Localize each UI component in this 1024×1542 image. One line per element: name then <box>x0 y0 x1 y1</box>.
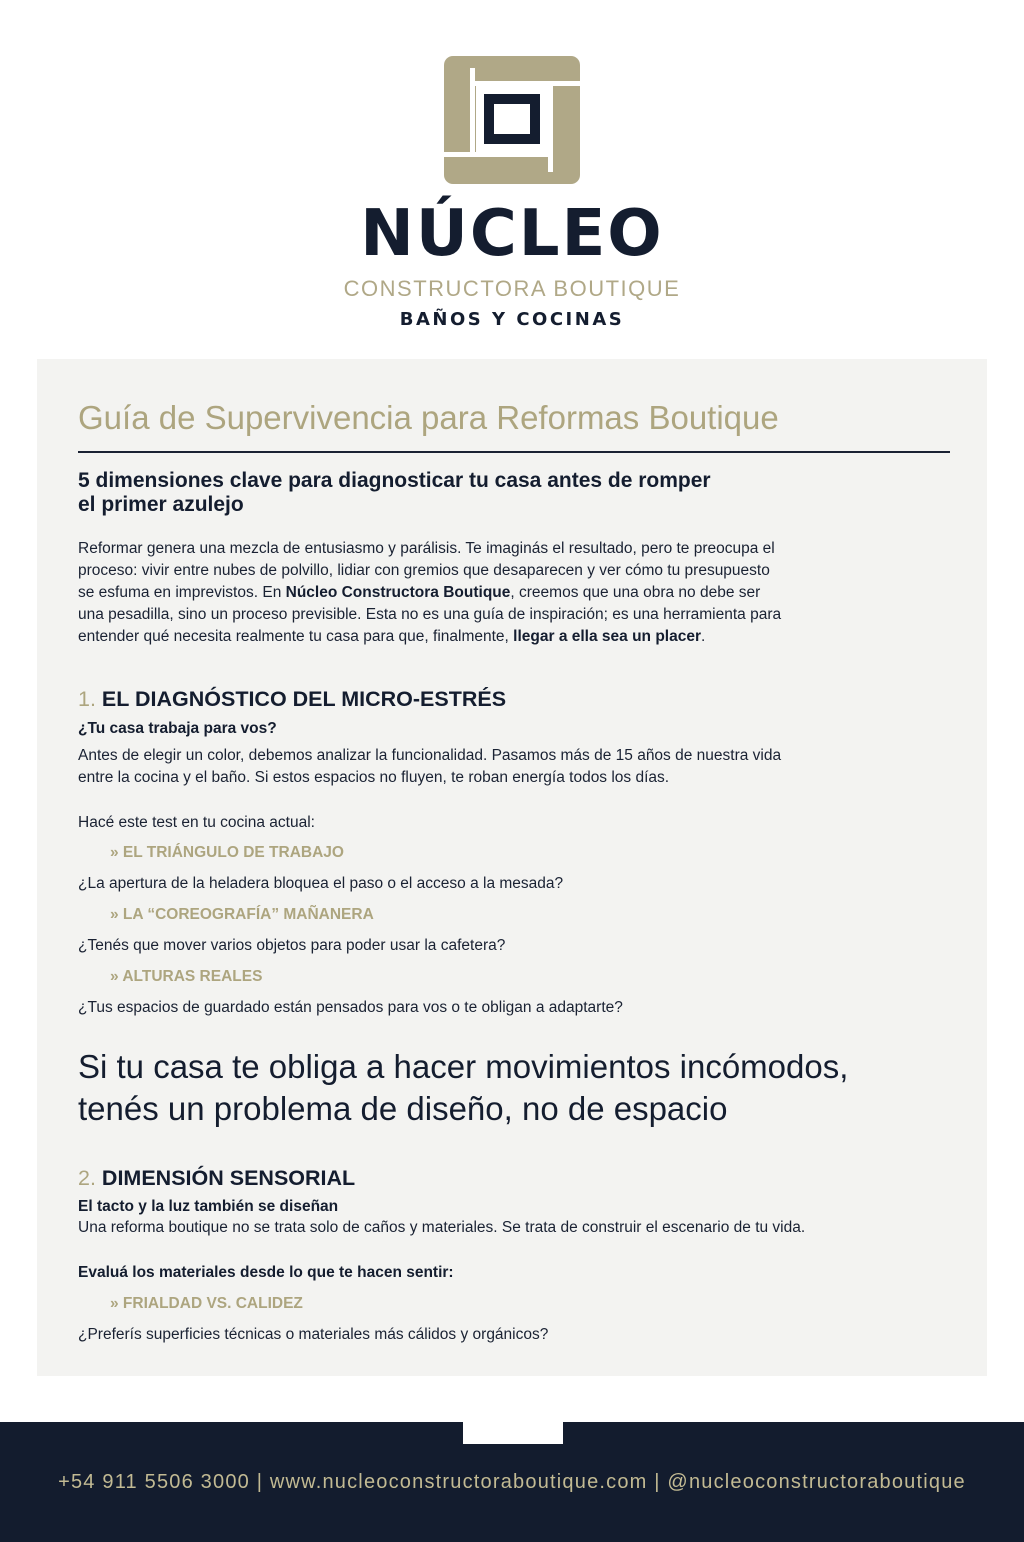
section-number: 2. <box>78 1166 96 1190</box>
brand-subtitle: CONSTRUCTORA BOUTIQUE <box>343 276 681 301</box>
checklist-item-question: ¿Preferís superficies técnicas o materiales más cálidos y orgánicos? <box>78 1326 549 1343</box>
checklist-item-label: » LA “COREOGRAFÍA” MAÑANERA <box>110 906 374 923</box>
title-divider <box>78 451 950 453</box>
brand-header <box>0 0 1024 350</box>
quote-line: Si tu casa te obliga a hacer movimientos incómodos, <box>78 1048 849 1085</box>
body-line: entre la cocina y el baño. Si estos espacios no fluyen, te roban energía todos los días. <box>78 769 670 786</box>
intro-brand-mention: Núcleo Constructora Boutique <box>285 584 511 601</box>
checklist-item-label: » EL TRIÁNGULO DE TRABAJO <box>110 844 344 861</box>
intro-text: . <box>700 628 706 645</box>
section2-body: Una reforma boutique no se trata solo de caños y materiales. Se trata de construir el escenario de tu vida. <box>78 1219 806 1236</box>
footer-bar <box>0 1422 1024 1542</box>
section1-test-intro: Hacé este test en tu cocina actual: <box>78 814 315 831</box>
section-number: 1. <box>78 687 96 711</box>
checklist-item-label: » FRIALDAD VS. CALIDEZ <box>110 1295 303 1312</box>
section-title: EL DIAGNÓSTICO DEL MICRO-ESTRÉS <box>101 687 507 711</box>
checklist-item-question: ¿Tenés que mover varios objetos para poder usar la cafetera? <box>78 937 506 954</box>
intro-highlight: llegar a ella sea un placer <box>513 628 701 645</box>
section1-body <box>78 745 781 789</box>
square-frame-logo-icon <box>444 56 580 184</box>
section-title: DIMENSIÓN SENSORIAL <box>101 1166 356 1190</box>
intro-text: se esfuma en imprevistos. En <box>78 584 286 601</box>
intro-line: Reformar genera una mezcla de entusiasmo y parálisis. Te imaginás el resultado, pero te preocupa el <box>78 540 775 557</box>
section1-subheading: ¿Tu casa trabaja para vos? <box>78 720 277 737</box>
quote-line: tenés un problema de diseño, no de espacio <box>78 1090 728 1127</box>
footer-contact: +54 911 5506 3000 | www.nucleoconstructoraboutique.com | @nucleoconstructoraboutique <box>58 1471 966 1493</box>
section2-heading <box>78 1164 355 1192</box>
intro-line <box>78 626 781 648</box>
section2-eval-intro: Evaluá los materiales desde lo que te hacen sentir: <box>78 1264 454 1281</box>
subtitle-line: 5 dimensiones clave para diagnosticar tu casa antes de romper <box>78 469 711 492</box>
intro-line: una pesadilla, sino un proceso previsible. Esta no es una guía de inspiración; es una herramienta para <box>78 606 782 623</box>
intro-text: entender qué necesita realmente tu casa para que, finalmente, <box>78 628 514 645</box>
intro-line <box>78 582 781 604</box>
section2-subheading: El tacto y la luz también se diseñan <box>78 1198 339 1215</box>
document-title: Guía de Supervivencia para Reformas Boutique <box>78 399 779 436</box>
body-line: Antes de elegir un color, debemos analizar la funcionalidad. Pasamos más de 15 años de nuestra vida <box>78 747 782 764</box>
intro-line: proceso: vivir entre nubes de polvillo, lidiar con gremios que desaparecen y ver cómo tu presupuesto <box>78 562 770 579</box>
intro-paragraph <box>78 538 781 648</box>
document-subtitle <box>78 469 711 517</box>
section1-heading <box>78 685 506 713</box>
subtitle-line: el primer azulejo <box>78 493 244 516</box>
brand-name: NÚCLEO <box>360 197 664 271</box>
checklist-item-question: ¿La apertura de la heladera bloquea el paso o el acceso a la mesada? <box>78 875 564 892</box>
intro-text: , creemos que una obra no debe ser <box>510 584 761 601</box>
checklist-item-label: » ALTURAS REALES <box>110 968 263 985</box>
checklist-item-question: ¿Tus espacios de guardado están pensados para vos o te obligan a adaptarte? <box>78 999 623 1016</box>
footer-notch <box>463 1422 563 1444</box>
brand-tagline: BAÑOS Y COCINAS <box>399 309 625 330</box>
pull-quote <box>78 1046 848 1130</box>
